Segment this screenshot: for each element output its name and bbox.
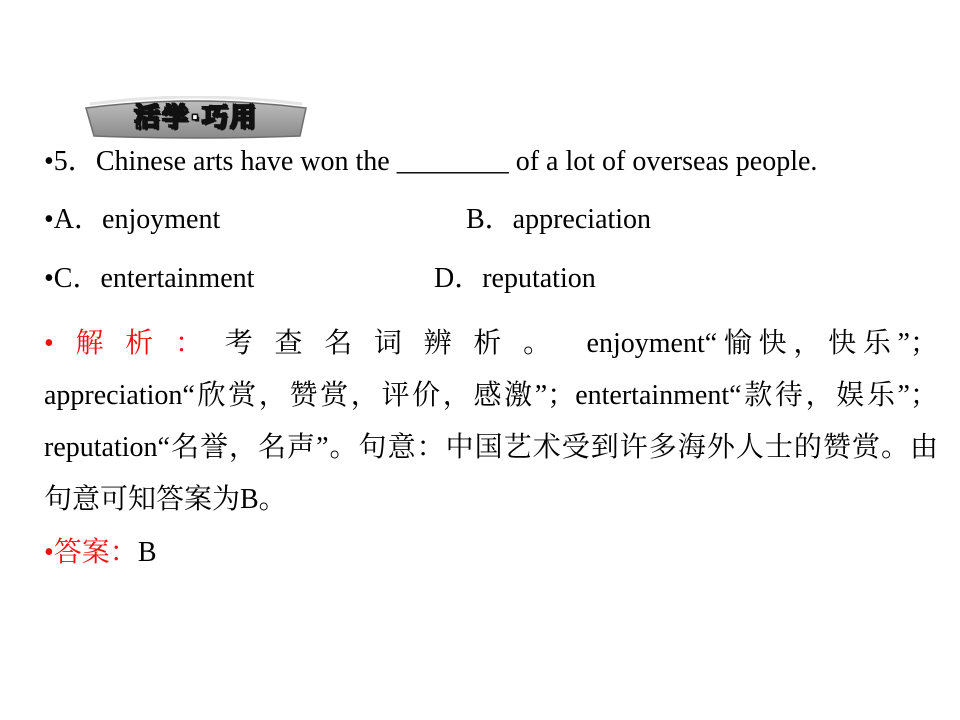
answer-value: B: [137, 537, 157, 568]
option-c-text: •C．entertainment: [44, 263, 255, 294]
answer-line: [44, 536, 157, 570]
question-line: [44, 145, 817, 179]
question-number: •5．: [44, 146, 96, 177]
option-a: [44, 203, 220, 237]
option-d: [434, 262, 596, 296]
section-tab: [84, 96, 308, 140]
option-d-text: D．reputation: [434, 263, 596, 294]
option-b-text: B．appreciation: [466, 204, 652, 235]
option-a-text: •A．enjoyment: [44, 204, 221, 235]
analysis-text: enjoyment“愉快，快乐”；appreciation“欣赏，赞赏，评价，感激”；entertainment“款待，娱乐”；reputation“名誉，名声”。句意：中国艺术受到许多海外人士的赞赏。由句意可知答案为B。: [44, 328, 938, 515]
analysis-paragraph: [44, 318, 938, 526]
section-tab-label: 活学·巧用: [134, 103, 258, 133]
option-b: [466, 203, 651, 237]
question-stem: Chinese arts have won the ________ of a lot of overseas people.: [95, 146, 818, 177]
analysis-part1: 考查名词辨析。: [224, 328, 573, 359]
analysis-label: •解析：: [44, 328, 225, 359]
answer-label: •答案：: [44, 537, 138, 568]
option-c: [44, 262, 254, 296]
